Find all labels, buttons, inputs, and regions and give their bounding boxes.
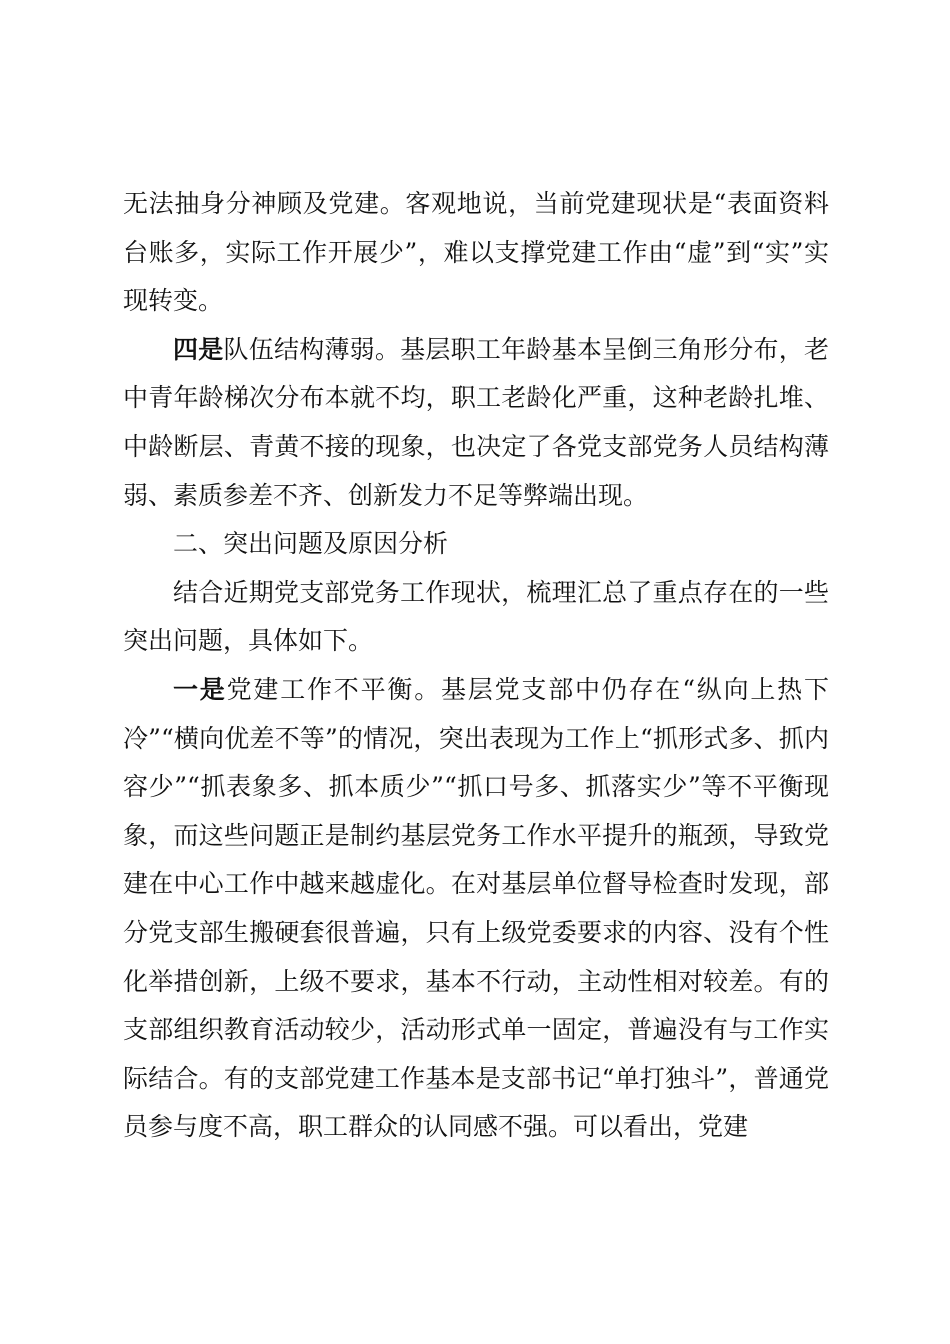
paragraph-point-one: [123, 666, 829, 1152]
paragraph-lead: 一是: [173, 674, 227, 704]
paragraph-text: 无法抽身分神顾及党建。客观地说，当前党建现状是“表面资料台账多，实际工作开展少”，难以支撑党建工作由“虚”到“实”实现转变。: [123, 189, 829, 316]
section-heading-text: 二、突出问题及原因分析: [173, 529, 449, 559]
section-heading: [123, 520, 829, 569]
paragraph-text: 党建工作不平衡。基层党支部中仍存在“纵向上热下冷”“横向优差不等”的情况，突出表现为工作上“抓形式多、抓内容少”“抓表象多、抓本质少”“抓口号多、抓落实少”等不平衡现象，而这些问题正是制约基层党务工作水平提升的瓶颈，导致党建在中心工作中越来越虚化。在对基层单位督导检查时发现，部分党支部生搬硬套很普遍，只有上级党委要求的内容、没有个性化举措创新，上级不要求，基本不行动，主动性相对较差。有的支部组织教育活动较少，活动形式单一固定，普遍没有与工作实际结合。有的支部党建工作基本是支部书记“单打独斗”，普通党员参与度不高，职工群众的认同感不强。可以看出，党建: [123, 674, 829, 1142]
document-body: [123, 180, 829, 1152]
paragraph-point-four: [123, 326, 829, 520]
paragraph-text: 队伍结构薄弱。基层职工年龄基本呈倒三角形分布，老中青年龄梯次分布本就不均，职工老龄化严重，这种老龄扎堆、中龄断层、青黄不接的现象，也决定了各党支部党务人员结构薄弱、素质参差不齐、创新发力不足等弊端出现。: [123, 334, 829, 510]
paragraph-continuation: [123, 180, 829, 326]
paragraph-lead: 四是: [173, 334, 224, 364]
paragraph-text: 结合近期党支部党务工作现状，梳理汇总了重点存在的一些突出问题，具体如下。: [123, 577, 829, 656]
paragraph-intro: [123, 569, 829, 666]
